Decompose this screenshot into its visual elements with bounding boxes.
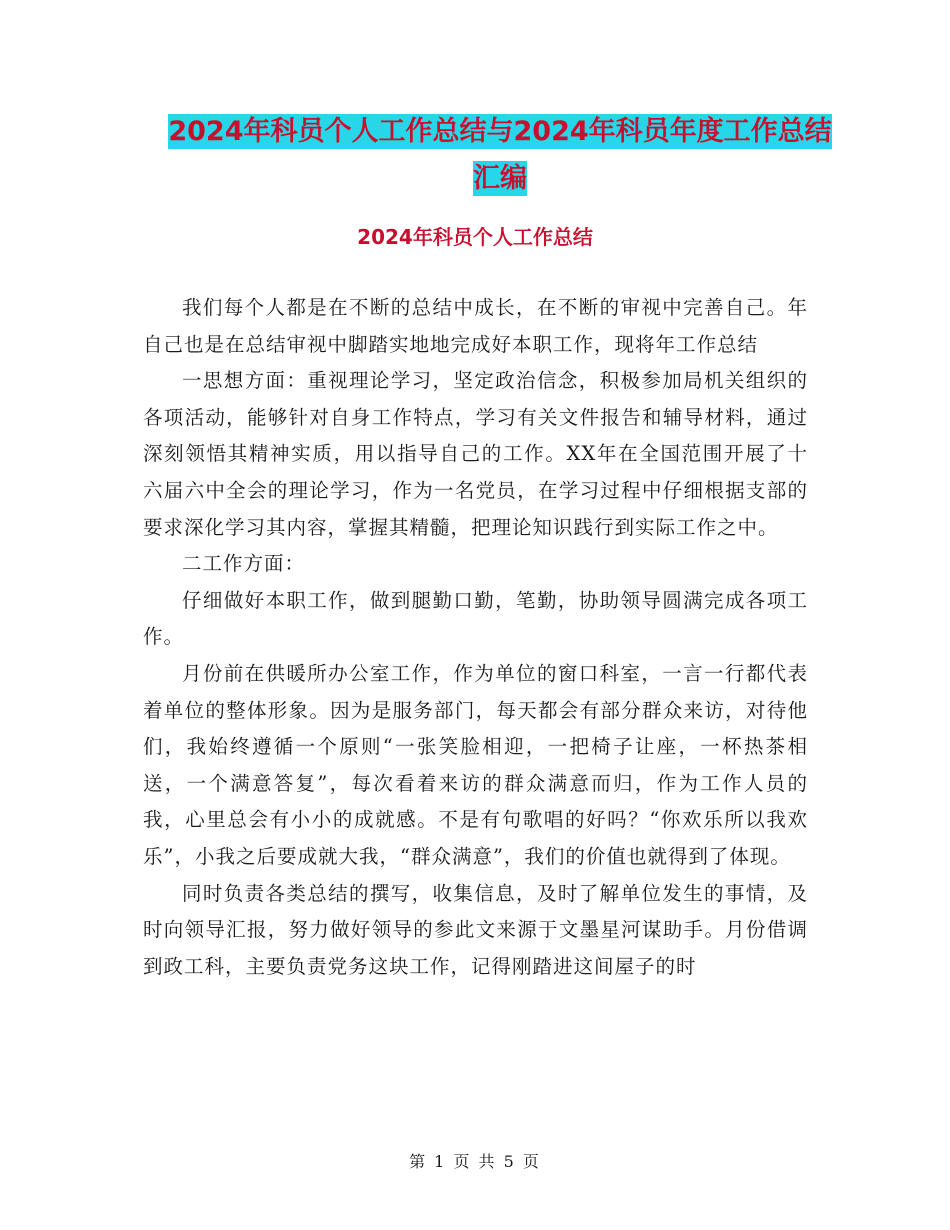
paragraph-work-heading: 二工作方面： xyxy=(182,552,306,576)
page-number-footer: 第 1 页 共 5 页 xyxy=(409,1152,541,1171)
paragraph-intro: 我们每个人都是在不断的总结中成长，在不断的审视中完善自己。年自己也是在总结审视中脚踏实地地完成好本职工作，现将年工作总结 xyxy=(143,296,808,356)
document-title-line2: 汇编 xyxy=(473,163,527,194)
paragraph-thought: 一思想方面：重视理论学习，坚定政治信念，积极参加局机关组织的各项活动，能够针对自身工作特点，学习有关文件报告和辅导材料，通过深刻领悟其精神实质，用以指导自己的工作。XX年在全国范围开展了十六届六中全会的理论学习，作为一名党员，在学习过程中仔细根据支部的要求深化学习其内容，掌握其精髓，把理论知识践行到实际工作之中。 xyxy=(143,369,808,539)
section-title: 2024年科员个人工作总结 xyxy=(357,225,593,249)
document-title xyxy=(150,108,850,202)
paragraph-summaries: 同时负责各类总结的撰写，收集信息，及时了解单位发生的事情，及时向领导汇报，努力做好领导的参此文来源于文墨星河谋助手。月份借调到政工科，主要负责党务这块工作，记得刚踏进这间屋子的时 xyxy=(143,881,808,978)
paragraph-duties: 仔细做好本职工作，做到腿勤口勤，笔勤，协助领导圆满完成各项工作。 xyxy=(143,588,808,649)
paragraph-office: 月份前在供暖所办公室工作，作为单位的窗口科室，一言一行都代表着单位的整体形象。因为是服务部门，每天都会有部分群众来访，对待他们，我始终遵循一个原则“一张笑脸相迎，一把椅子让座，一杯热茶相送，一个满意答复”，每次看着来访的群众满意而归，作为工作人员的我，心里总会有小小的成就感。不是有句歌唱的好吗？“你欢乐所以我欢乐”，小我之后要成就大我，“群众满意”，我们的价值也就得到了体现。 xyxy=(143,661,808,868)
document-title-line1: 2024年科员个人工作总结与2024年科员年度工作总结 xyxy=(168,116,832,147)
document-body xyxy=(143,290,808,985)
